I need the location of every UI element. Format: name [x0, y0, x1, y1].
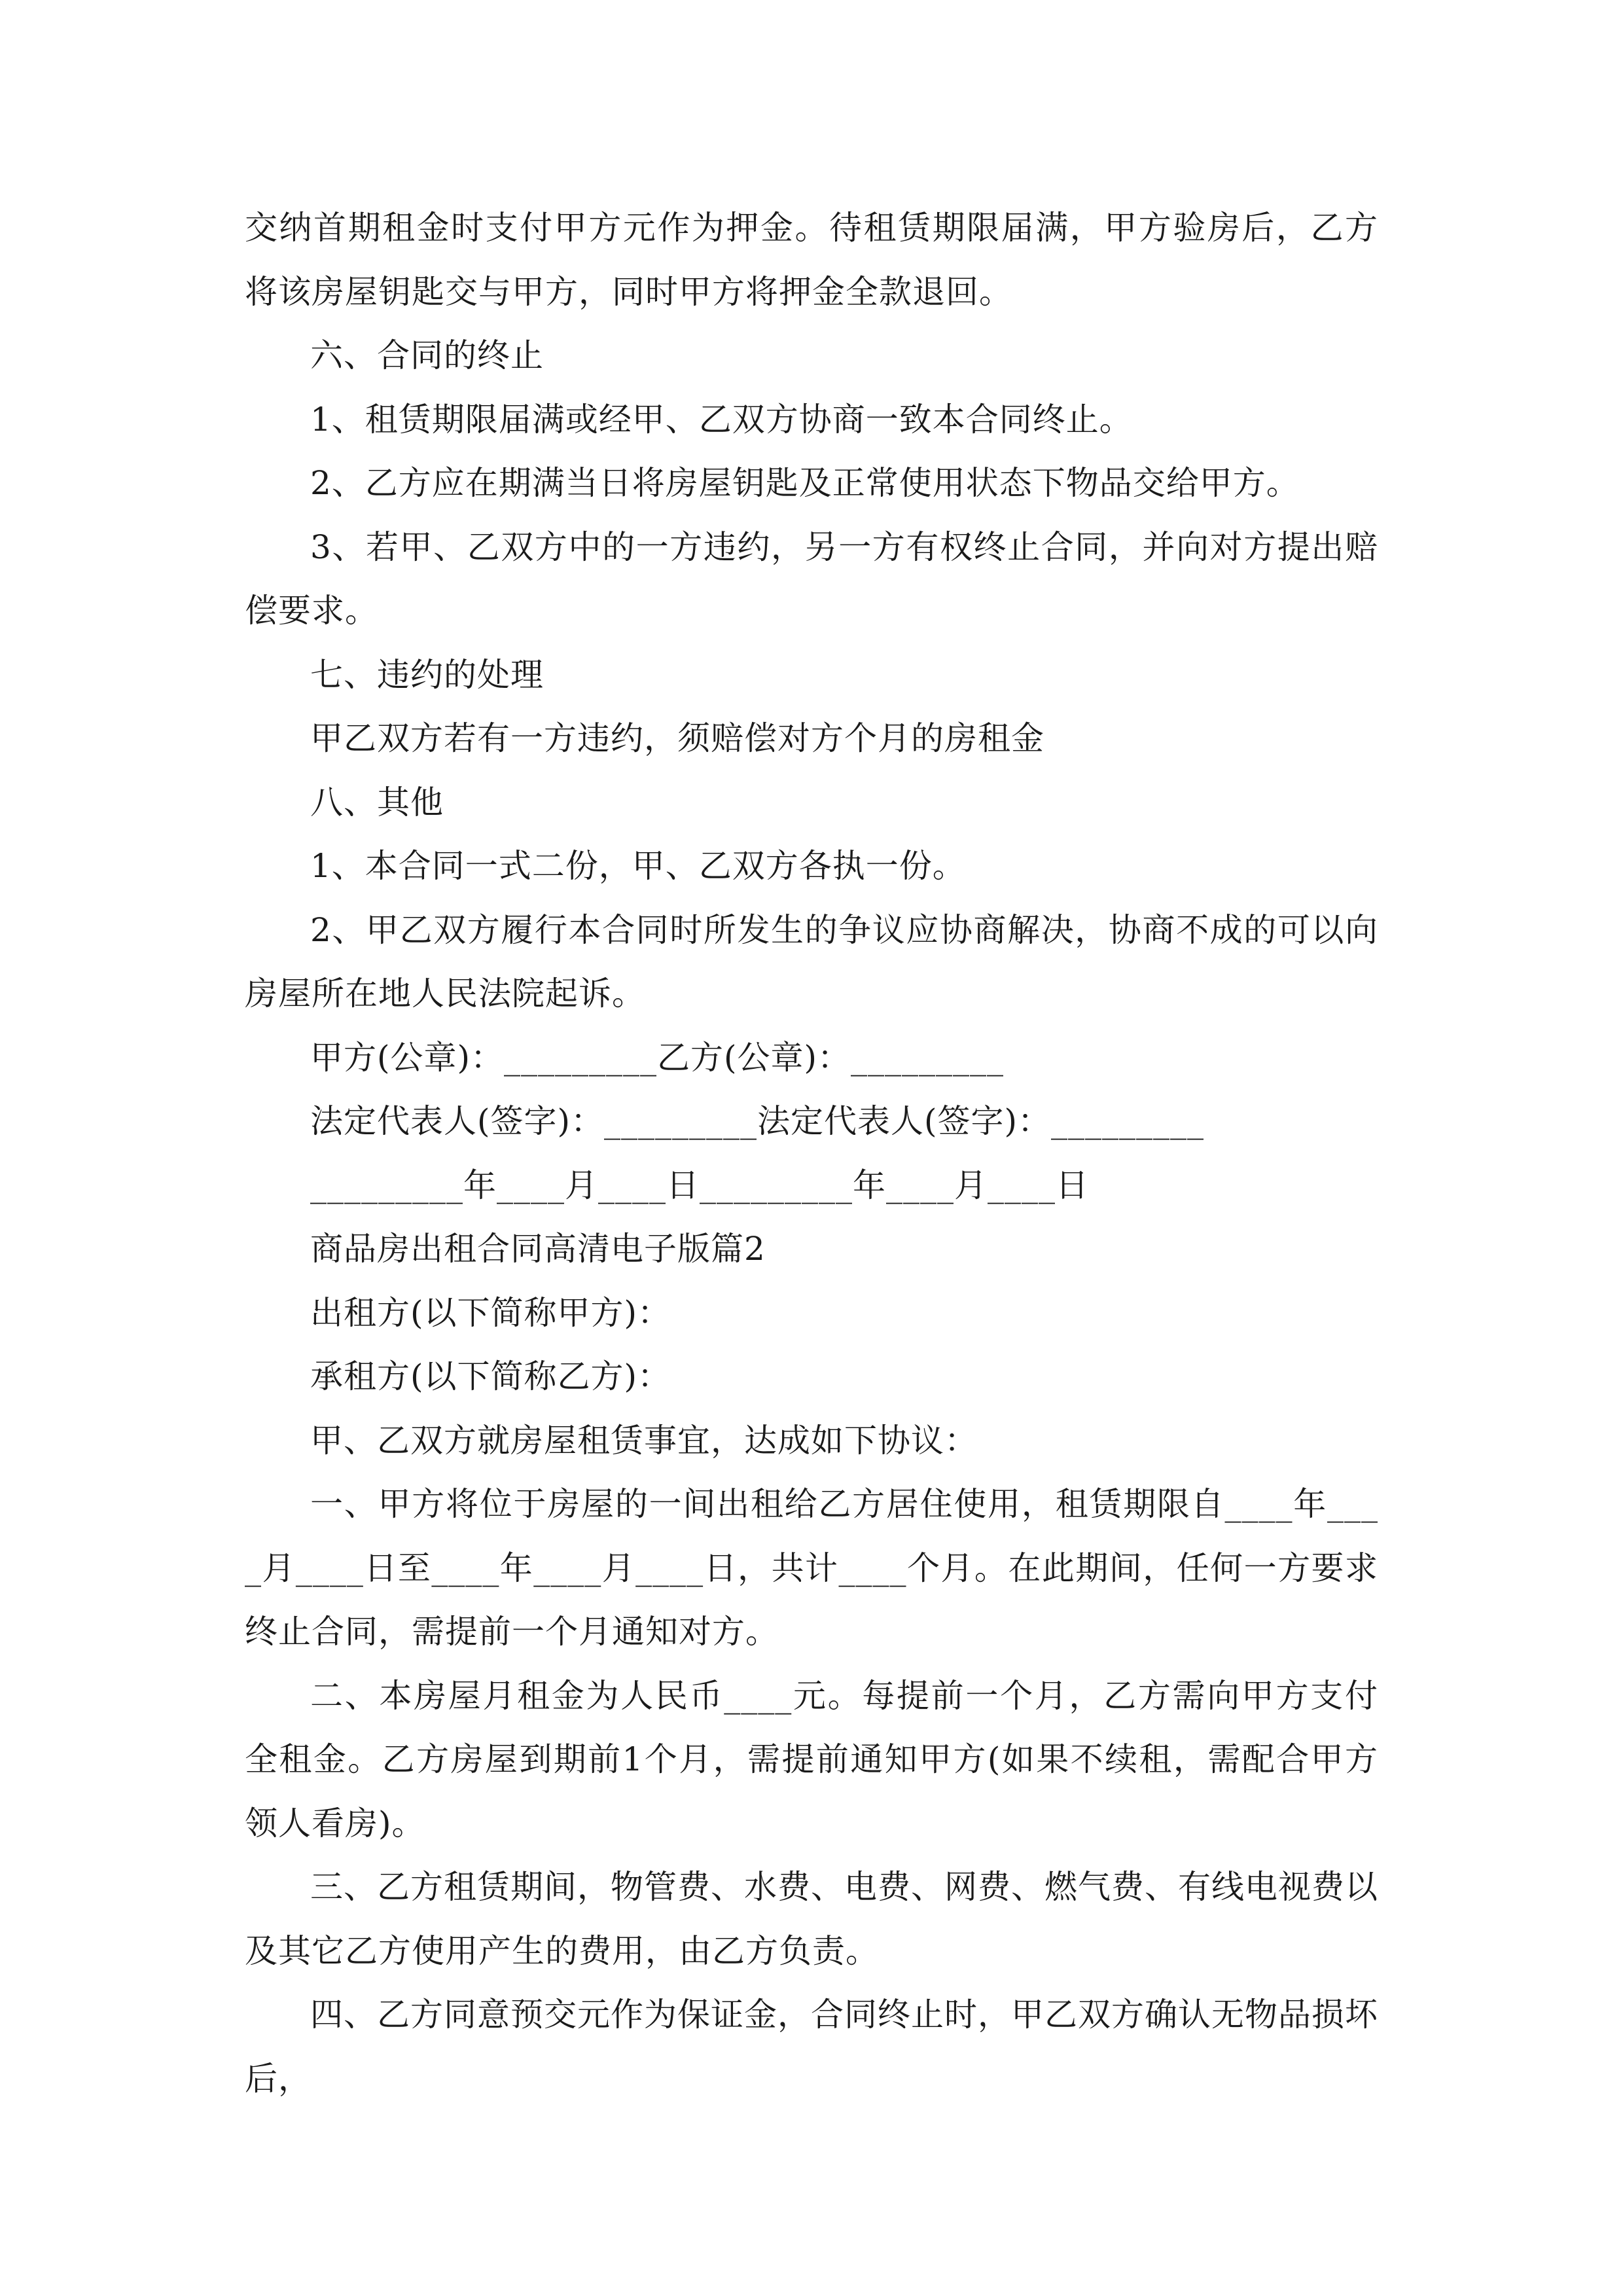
- clause-2-rent: 二、本房屋月租金为人民币____元。每提前一个月，乙方需向甲方支付全租金。乙方房屋到期前1个月，需提前通知甲方(如果不续租，需配合甲方领人看房)。: [245, 1676, 1378, 1842]
- clause-4-security-deposit: 四、乙方同意预交元作为保证金，合同终止时，甲乙双方确认无物品损坏后，: [245, 1996, 1378, 2098]
- section-heading-other: 八、其他: [310, 783, 444, 821]
- party-lessor-line: 出租方(以下简称甲方)：: [310, 1293, 671, 1332]
- party-lessee-line: 承租方(以下简称乙方)：: [310, 1357, 671, 1395]
- signature-date-line: _________年____月____日_________年____月____日: [310, 1166, 1089, 1204]
- paragraph-breach-body: 甲乙双方若有一方违约，须赔偿对方个月的房租金: [310, 719, 1044, 757]
- part-2-title: 商品房出租合同高清电子版篇2: [310, 1230, 766, 1268]
- paragraph-termination-item-3: 3、若甲、乙双方中的一方违约，另一方有权终止合同，并向对方提出赔偿要求。: [245, 528, 1378, 630]
- document-body: [245, 196, 1378, 2111]
- paragraph-other-item-2: 2、甲乙双方履行本合同时所发生的争议应协商解决，协商不成的可以向房屋所在地人民法院起诉。: [245, 910, 1378, 1013]
- section-heading-breach: 七、违约的处理: [310, 655, 544, 694]
- paragraph-other-item-1: 1、本合同一式二份，甲、乙双方各执一份。: [310, 847, 966, 885]
- section-heading-termination: 六、合同的终止: [310, 336, 544, 374]
- signature-representative-line: 法定代表人(签字)：_________法定代表人(签字)：_________: [310, 1102, 1205, 1140]
- agreement-intro: 甲、乙双方就房屋租赁事宜，达成如下协议：: [310, 1421, 978, 1460]
- paragraph-termination-item-1: 1、租赁期限届满或经甲、乙双方协商一致本合同终止。: [310, 400, 1133, 439]
- clause-3-fees: 三、乙方租赁期间，物管费、水费、电费、网费、燃气费、有线电视费以及其它乙方使用产生的费用，由乙方负责。: [245, 1868, 1378, 1970]
- signature-seal-line: 甲方(公章)：_________乙方(公章)：_________: [310, 1038, 1005, 1077]
- clause-1-lease-term: 一、甲方将位于房屋的一间出租给乙方居住使用，租赁期限自____年____月____日至____年____月____日，共计____个月。在此期间，任何一方要求终止合同，需提前一个月通知对方。: [245, 1485, 1378, 1651]
- paragraph-termination-item-2: 2、乙方应在期满当日将房屋钥匙及正常使用状态下物品交给甲方。: [310, 464, 1300, 502]
- paragraph-deposit-return: 交纳首期租金时支付甲方元作为押金。待租赁期限届满，甲方验房后，乙方将该房屋钥匙交与甲方，同时甲方将押金全款退回。: [245, 209, 1378, 311]
